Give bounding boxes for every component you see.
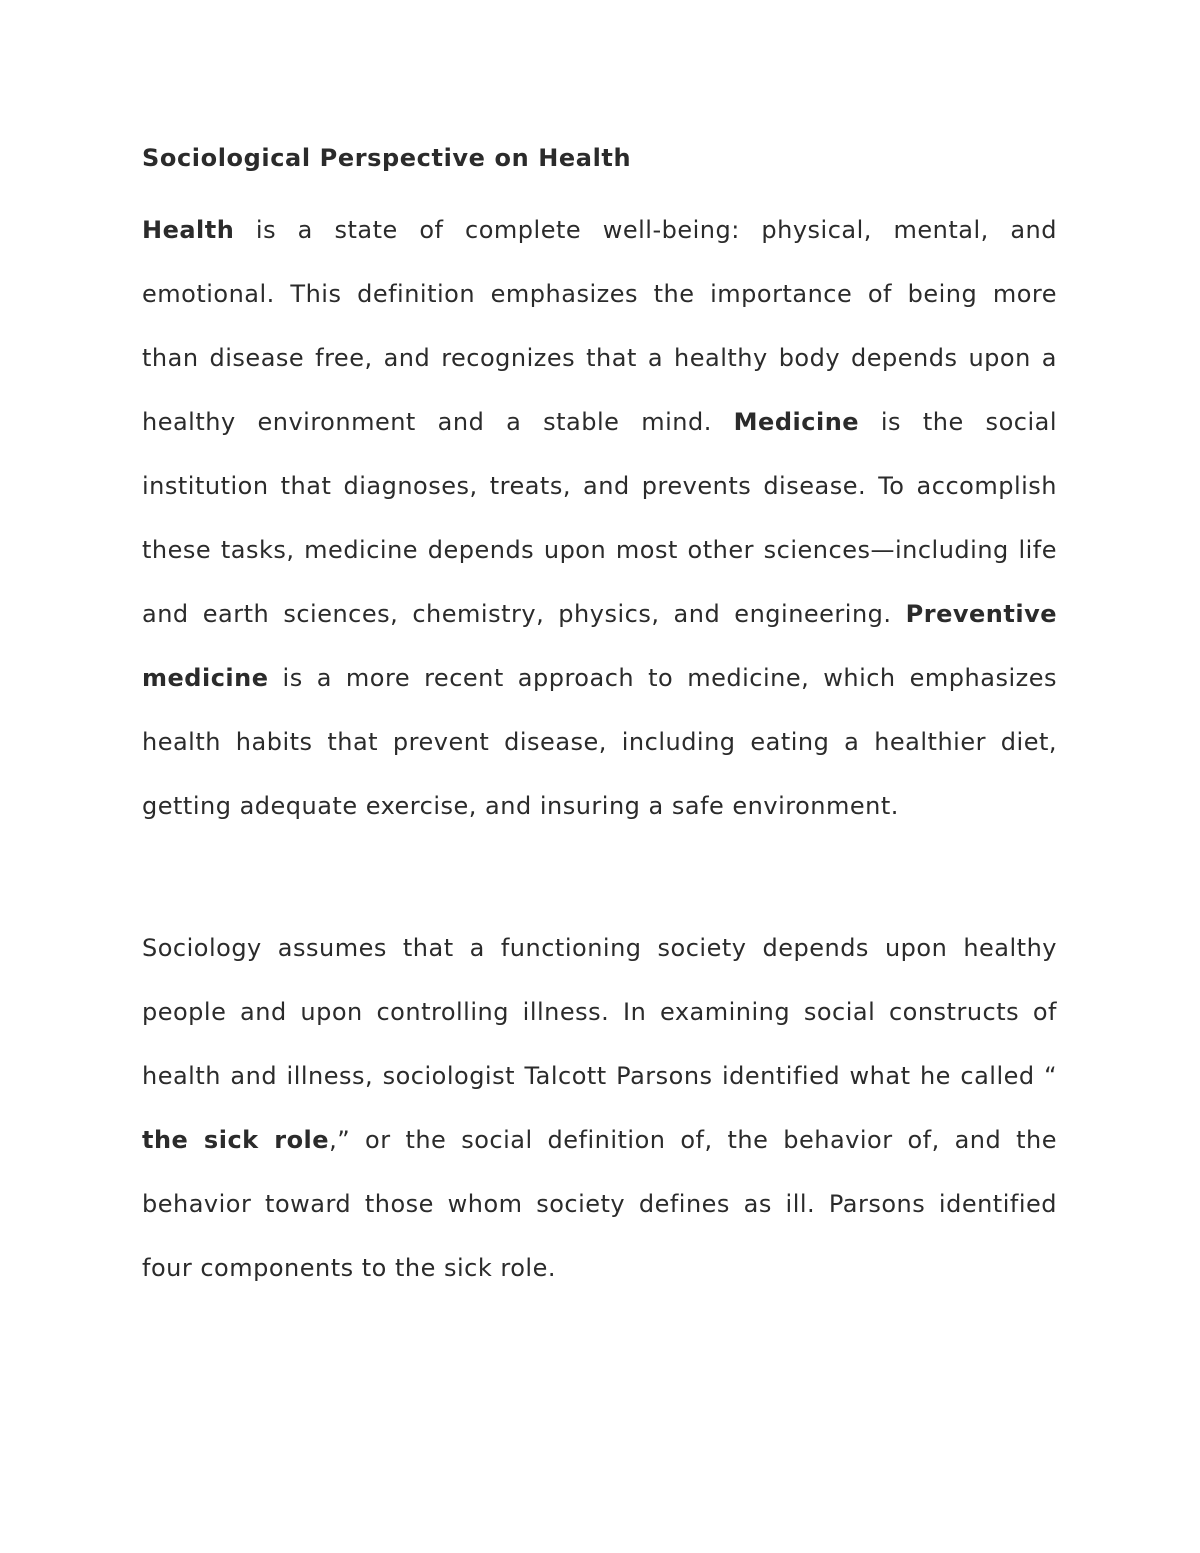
paragraph-health-definition xyxy=(142,198,1057,838)
term-health: Health xyxy=(142,216,235,244)
document-title: Sociological Perspective on Health xyxy=(142,144,632,172)
document-page xyxy=(142,138,1057,1300)
term-preventive-medicine: Preventive medicine xyxy=(142,600,1057,692)
term-medicine: Medicine xyxy=(733,408,860,436)
paragraph1-text-c: is a more recent approach to medicine, which emphasizes health habits that prevent disease, including eating a healthier diet, getting adequate exercise, and insuring a safe environment. xyxy=(142,664,1057,820)
paragraph2-text-a: Sociology assumes that a functioning society depends upon healthy people and upon controlling illness. In examining social constructs of health and illness, sociologist Talcott Parsons identified what he called “ xyxy=(142,934,1057,1090)
paragraph1-text-b: is the social institution that diagnoses, treats, and prevents disease. To accomplish these tasks, medicine depends upon most other sciences—including life and earth sciences, chemistry, physics, and engineering. xyxy=(142,408,1057,628)
term-sick-role: the sick role xyxy=(142,1126,330,1154)
paragraph1-text-a: is a state of complete well-being: physical, mental, and emotional. This definition emphasizes the importance of being more than disease free, and recognizes that a healthy body depends upon a healthy environment and a stable mind. xyxy=(142,216,1057,436)
paragraph2-text-b: ,” or the social definition of, the behavior of, and the behavior toward those whom society defines as ill. Parsons identified four components to the sick role. xyxy=(142,1126,1057,1282)
paragraph-sociology-sick-role xyxy=(142,916,1057,1300)
